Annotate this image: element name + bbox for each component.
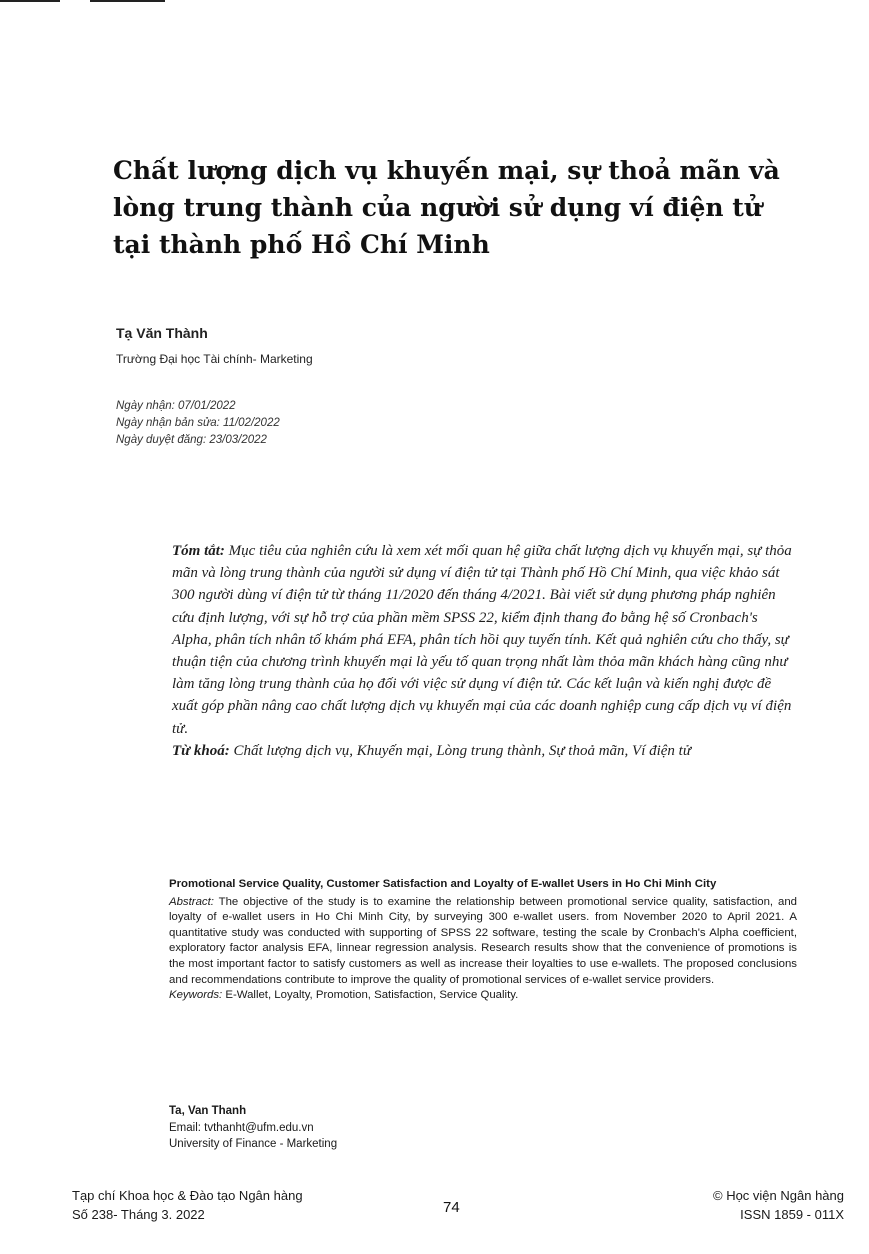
contact-email: Email: tvthanht@ufm.edu.vn xyxy=(169,1121,314,1134)
author-name: Tạ Văn Thành xyxy=(116,325,208,341)
footer-journal-name: Tạp chí Khoa học & Đào tạo Ngân hàng xyxy=(72,1188,303,1203)
date-received: Ngày nhận: 07/01/2022 xyxy=(116,400,236,412)
footer-publisher-info xyxy=(713,1186,844,1224)
date-accepted: Ngày duyệt đăng: 23/03/2022 xyxy=(116,434,267,446)
article-title: Chất lượng dịch vụ khuyến mại, sự thoả mãn và lòng trung thành của người sử dụng ví điện tử tại thành phố Hồ Chí Minh xyxy=(113,156,780,259)
date-revised: Ngày nhận bản sửa: 11/02/2022 xyxy=(116,417,280,429)
footer-publisher: © Học viện Ngân hàng xyxy=(713,1188,844,1203)
footer-journal-info xyxy=(72,1186,303,1224)
footer-issue: Số 238- Tháng 3. 2022 xyxy=(72,1207,205,1222)
vn-keywords-label: Từ khoá: xyxy=(172,742,230,759)
vn-abstract-label: Tóm tắt: xyxy=(172,543,225,559)
footer-issn: ISSN 1859 - 011X xyxy=(740,1207,844,1222)
top-rule-left xyxy=(0,0,60,2)
author-affiliation: Trường Đại học Tài chính- Marketing xyxy=(116,352,313,366)
article-dates xyxy=(116,398,280,449)
en-abstract-label: Abstract: xyxy=(169,895,214,908)
en-keywords-text: E-Wallet, Loyalty, Promotion, Satisfaction, Service Quality. xyxy=(225,989,519,1002)
contact-institution: University of Finance - Marketing xyxy=(169,1138,338,1150)
top-rule-right xyxy=(90,0,165,2)
english-summary xyxy=(169,877,797,1004)
vn-keywords xyxy=(172,740,798,762)
vn-keywords-text: Chất lượng dịch vụ, Khuyến mại, Lòng trung thành, Sự thoả mãn, Ví điện tử xyxy=(233,742,692,759)
en-keywords-label: Keywords: xyxy=(169,989,223,1002)
vietnamese-abstract xyxy=(172,540,798,762)
english-abstract xyxy=(169,895,797,989)
english-keywords xyxy=(169,988,797,1004)
contact-block xyxy=(169,1103,337,1153)
vn-abstract-paragraph xyxy=(172,540,798,740)
page-number: 74 xyxy=(443,1199,460,1216)
contact-name: Ta, Van Thanh xyxy=(169,1105,247,1117)
vn-abstract-text: Mục tiêu của nghiên cứu là xem xét mối quan hệ giữa chất lượng dịch vụ khuyến mại, sự thỏa mãn và lòng trung thành của người sử dụng ví điện tử tại Thành phố Hồ Chí Minh, qua việc khảo sát 300 người dùng ví điện tử từ tháng 11/2020 đến tháng 4/2021. Bài viết sử dụng phương pháp nghiên cứu định lượng, với sự hỗ trợ của phần mềm SPSS 22, kiểm định thang đo bằng hệ số Cronbach's Alpha, phân tích nhân tố khám phá EFA, phân tích hồi quy tuyến tính. Kết quả nghiên cứu cho thấy, sự thuận tiện của chương trình khuyến mại là yếu tố quan trọng nhất làm thỏa mãn khách hàng cũng như làm tăng lòng trung thành của họ đối với việc sử dụng ví điện tử. Các kết luận và kiến nghị được đề xuất góp phần nâng cao chất lượng dịch vụ khuyến mại của các doanh nghiệp cung cấp dịch vụ ví điện tử. xyxy=(172,543,792,737)
en-abstract-text: The objective of the study is to examine the relationship between promotional service quality, satisfaction, and loyalty of e-wallet users in Ho Chi Minh City, by surveying 300 e-wallet users. from November 2020 to April 2021. A quantitative study was conducted with supporting of SPSS 22 software, testing the scale by Cronbach's Alpha coefficient, exploratory factor analysis EFA, linnear regression analysis. Research results show that the convenience of promotions is the most important factor to satisfy customers as well as increase their loyalties to use e-wallets. The proposed conclusions and recommendations contribute to improve the quality of promotional services of e-wallet service providers. xyxy=(169,895,797,986)
english-title: Promotional Service Quality, Customer Satisfaction and Loyalty of E-wallet Users in Ho Chi Minh City xyxy=(169,878,717,890)
